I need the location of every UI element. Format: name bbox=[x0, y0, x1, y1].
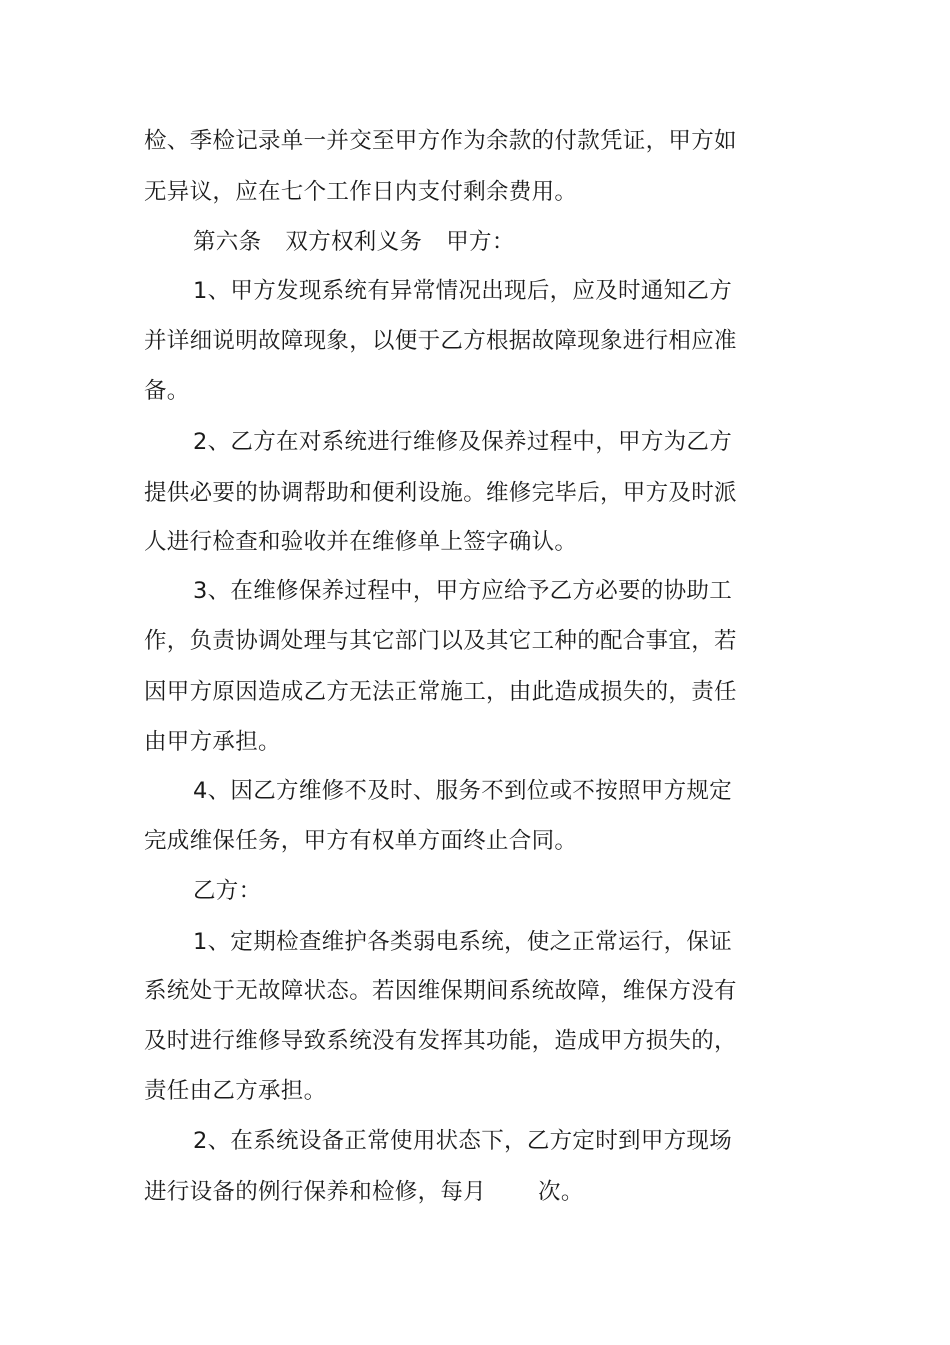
paragraph-line: 作，负责协调处理与其它部门以及其它工种的配合事宜，若 bbox=[144, 628, 737, 654]
paragraph-line: 由甲方承担。 bbox=[144, 729, 281, 755]
paragraph-line: 人进行检查和验收并在维修单上签字确认。 bbox=[144, 529, 578, 555]
paragraph-line: 因甲方原因造成乙方无法正常施工，由此造成损失的，责任 bbox=[144, 679, 737, 705]
paragraph-line: 4、因乙方维修不及时、服务不到位或不按照甲方规定 bbox=[193, 778, 733, 804]
paragraph-line: 责任由乙方承担。 bbox=[144, 1078, 327, 1104]
paragraph-line: 系统处于无故障状态。若因维保期间系统故障，维保方没有 bbox=[144, 978, 737, 1004]
paragraph-line: 3、在维修保养过程中，甲方应给予乙方必要的协助工 bbox=[193, 578, 733, 604]
paragraph-line: 及时进行维修导致系统没有发挥其功能，造成甲方损失的， bbox=[144, 1028, 737, 1054]
article-heading bbox=[193, 227, 515, 257]
paragraph-line: 完成维保任务，甲方有权单方面终止合同。 bbox=[144, 828, 578, 854]
paragraph-line: 2、在系统设备正常使用状态下，乙方定时到甲方现场 bbox=[193, 1128, 733, 1154]
paragraph-line: 2、乙方在对系统进行维修及保养过程中，甲方为乙方 bbox=[193, 429, 733, 455]
paragraph-line: 1、定期检查维护各类弱电系统，使之正常运行，保证 bbox=[193, 929, 733, 955]
line-text: 进行设备的例行保养和检修，每月 bbox=[144, 1179, 487, 1205]
paragraph-line: 检、季检记录单一并交至甲方作为余款的付款凭证，甲方如 bbox=[144, 128, 737, 154]
paragraph-line: 并详细说明故障现象，以便于乙方根据故障现象进行相应准 bbox=[144, 328, 737, 354]
article-number: 第六条 bbox=[193, 229, 262, 255]
article-title: 双方权利义务 bbox=[285, 229, 423, 255]
party-b-label: 乙方： bbox=[193, 878, 262, 904]
paragraph-line: 1、甲方发现系统有异常情况出现后，应及时通知乙方 bbox=[193, 278, 733, 304]
party-a-label: 甲方： bbox=[446, 229, 515, 255]
paragraph-line-with-blank bbox=[144, 1177, 584, 1207]
paragraph-line: 提供必要的协调帮助和便利设施。维修完毕后，甲方及时派 bbox=[144, 480, 737, 506]
line-text: 次。 bbox=[538, 1179, 584, 1205]
paragraph-line: 无异议，应在七个工作日内支付剩余费用。 bbox=[144, 179, 578, 205]
paragraph-line: 备。 bbox=[144, 378, 190, 404]
